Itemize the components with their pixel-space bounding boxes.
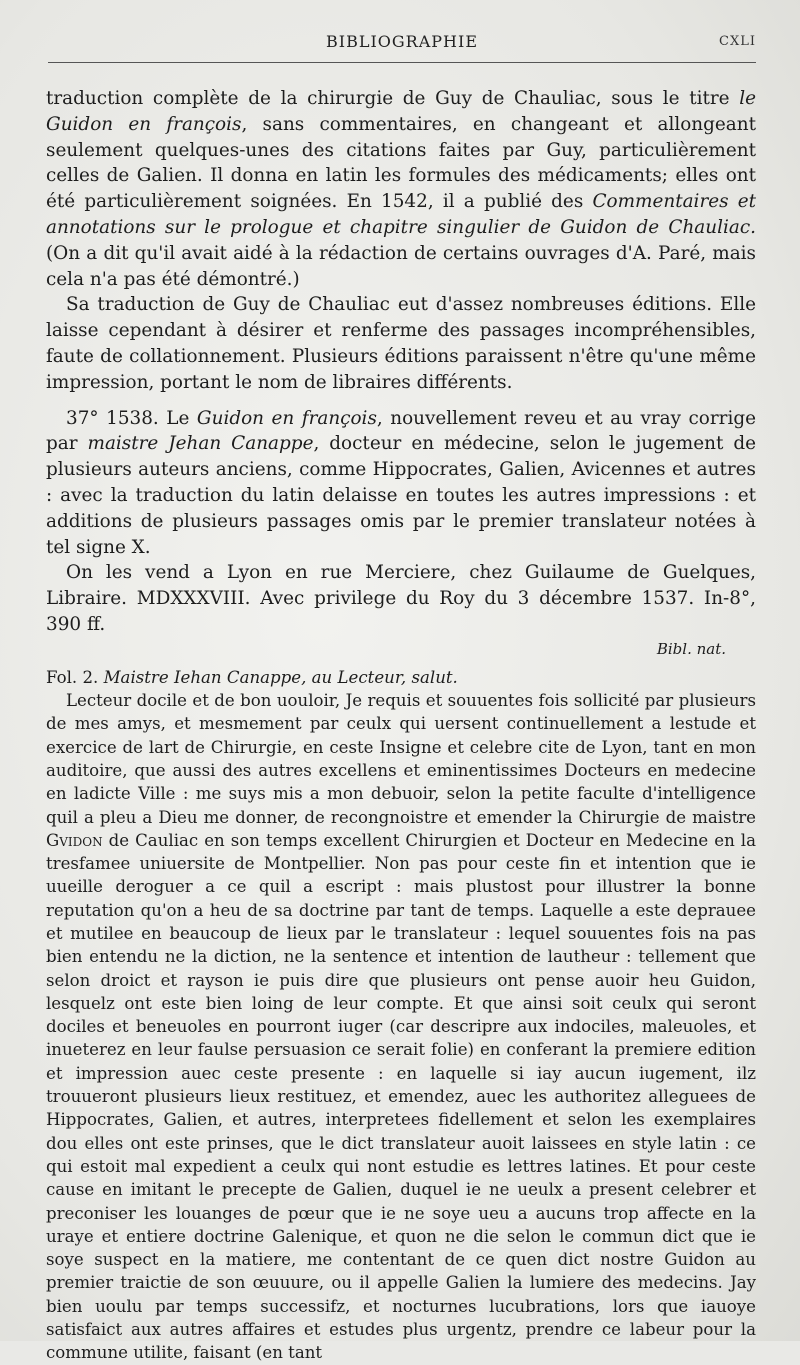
text-run: , docteur en médecine, selon le jugement de plusieurs auteurs anciens, comme Hippocrates, Galien, Avicennes et autres : avec la traduction du latin delaisse en toutes les autres impressions : et additions de plusieurs passages omis par le premier translateur notées à tel signe X. [46, 433, 756, 558]
text-run: traduction complète de la chirurgie de Guy de Chauliac, sous le titre [46, 88, 740, 109]
intro-paragraph-2: Sa traduction de Guy de Chauliac eut d'assez nombreuses éditions. Elle laisse cependant à désirer et renferme des passages incompréhensibles, faute de collationnement. Plusieurs éditions paraissent n'être qu'une même impression, portant le nom de libraires différents. [46, 294, 756, 393]
text-run: de Cauliac en son temps excellent Chirurgien et Docteur en Medecine en la tresfamee uniuersite de Montpellier. Non pas pour ceste fin et intention que ie uueille deroguer a ce quil a escript : mais plustost pour illustrer la bonne reputation qu'on a heu de sa doctrine par tant de temps. Laquelle a este deprauee et mutilee en beaucoup de lieux par le translateur : lequel souuentes fois na pas bien entendu ne la diction, ne la sentence et intention de lautheur : tellement que selon droict et rayson ie puis dire que plusieurs ont pense auoir heu Guidon, lesquelz ont este bien loing de leur compte. Et que ainsi soit ceulx qui seront dociles et beneuoles en pourront iuger (car descripre aux indociles, maleuoles, et inueterez en leur faulse persuasion ce serait folie) en conferant la premiere edition et impression auec ceste presente : en laquelle si iay aucun iugement, ilz trouueront plusieurs lieux restituez, et emendez, auec les authoritez alleguees de Hippocrates, Galien, et autres, interpretees fidellement et selon les exemplaires dou elles ont este prinses, que le dict translateur auoit laissees en style latin : ce qui estoit mal expedient a ceulx qui nont estudie es lettres latines. Et pour ceste cause en imitant le precepte de Galien, duquel ie ne ueulx a present celebrer et preconiser les louanges de pœur que ie ne soye ueu a aucuns trop affecte en la uraye et entiere doctrine Galenique, et quon ne die selon le commun dict que ie soye suspect en la matiere, me contentant de ce quen dict nostre Guidon au premier traictie de son œuuure, ou il appelle Galien la lumiere des medecins. Jay bien uoulu par temps successifz, et nocturnes lucubrations, lors que iauoye satisfaict aux autres affaires et estudes plus urgentz, prendre ce labeur pour la commune utilite, faisant (en tant [46, 830, 756, 1363]
quoted-text [46, 666, 756, 1365]
entry-imprint: On les vend a Lyon en rue Merciere, chez Guilaume de Guelques, Libraire. MDXXXVIII. Avec privilege du Roy du 3 décembre 1537. In-8°, 390 ff. [46, 562, 756, 635]
text-run: Lecteur docile et de bon uouloir, Je requis et souuentes fois sollicité par plusieurs de mes amys, et mesmement par ceulx qui uersent continuellement a lestude et exercice de lart de Chirurgie, en ceste Insigne et celebre cite de Lyon, tant en mon auditoire, que aussi des autres excellens et eminentissimes Docteurs en medecine en ladicte Ville : me suys mis a mon debuoir, selon la petite faculte d'intelligence quil a pleu a Dieu me donner, de recongnoistre et emender la Chirurgie de maistre [46, 691, 756, 827]
small-caps-name: Gvidon [46, 830, 103, 850]
bibliography-entry [46, 406, 756, 660]
entry-author: maistre Jehan Canappe [87, 433, 314, 455]
italic-title: Commentaires et annotations sur le prologue et chapitre singulier de Guidon de Chauliac. [46, 191, 757, 238]
intro-paragraph-1 [46, 86, 756, 292]
italic-title: le Guidon en françois [46, 88, 756, 135]
quote-paragraph [46, 689, 756, 1365]
entry-title: Guidon en françois [196, 407, 377, 429]
page-body [46, 86, 756, 1365]
entry-number: 37° 1538. Le [66, 407, 197, 429]
fol-title: Maistre Iehan Canappe, au Lecteur, salut. [103, 667, 458, 687]
text-run: , nouvellement reveu et au vray corrige par [46, 407, 756, 455]
text-run: (On a dit qu'il avait aidé à la rédaction de certains ouvrages d'A. Paré, mais cela n'a pas été démontré.) [46, 242, 756, 290]
entry-description [46, 406, 756, 561]
text-run: , sans commentaires, en changeant et allongeant seulement quelques-unes des citations faites par Guy, particulièrement celles de Galien. Il donna en latin les formules des médicaments; elles ont été particulièrement soignées. En 1542, il a publié des [46, 113, 757, 213]
fol-label: Fol. 2. [46, 667, 104, 687]
page-number: CXLI [719, 34, 756, 49]
page-header [48, 26, 756, 58]
header-rule [48, 62, 756, 63]
running-title: BIBLIOGRAPHIE [326, 32, 478, 51]
fol-heading [46, 666, 756, 689]
entry-location: Bibl. nat. [656, 639, 726, 658]
